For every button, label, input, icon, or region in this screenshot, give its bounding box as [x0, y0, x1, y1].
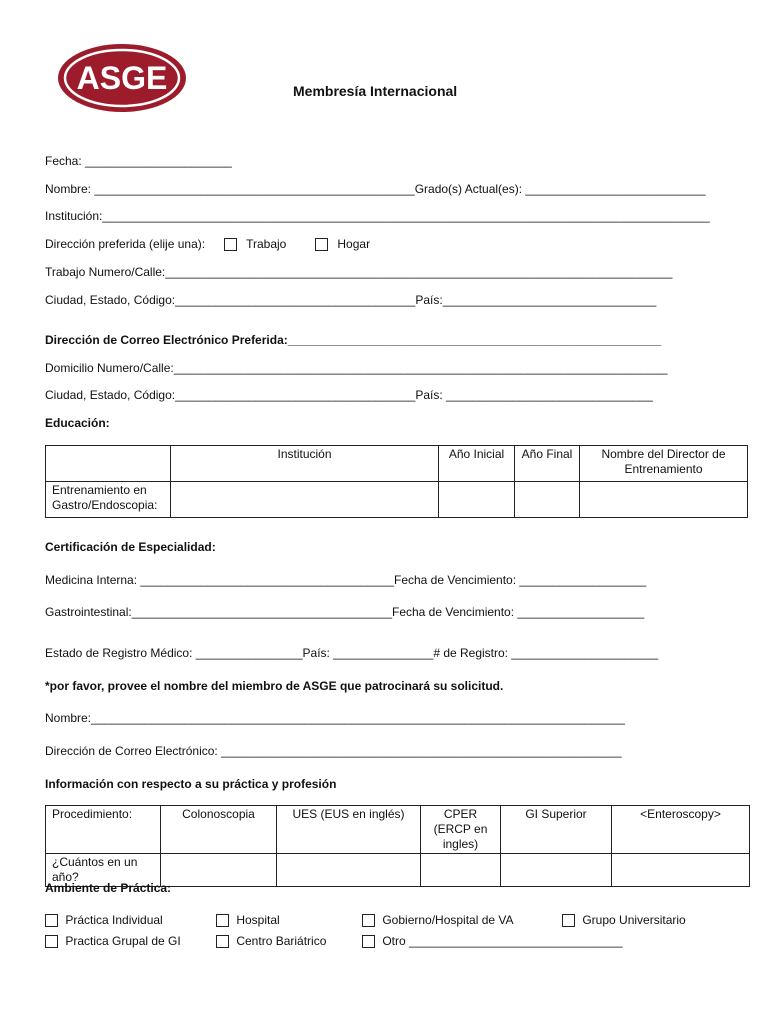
- prac-header-cper: CPER (ERCP en ingles): [421, 806, 501, 854]
- registro-medico-field[interactable]: Estado de Registro Médico: ________________País: _______________# de Registro: ______________________: [45, 646, 659, 660]
- ambiente-option[interactable]: [362, 913, 514, 927]
- centro-bariatrico-checkbox[interactable]: [216, 935, 229, 948]
- prac-cell-colonoscopia[interactable]: [161, 854, 277, 887]
- prac-cell-cper[interactable]: [421, 854, 501, 887]
- otro-checkbox[interactable]: [362, 935, 375, 948]
- prac-cell-gi-superior[interactable]: [501, 854, 612, 887]
- edu-header-institucion: Institución: [171, 446, 439, 482]
- hospital-label: Hospital: [236, 913, 280, 927]
- nombre-field[interactable]: Nombre: ________________________________________________Grado(s) Actual(es): ___________________________: [45, 182, 706, 196]
- prac-header-procedimiento: Procedimiento:: [46, 806, 161, 854]
- correo-preferida-field[interactable]: Dirección de Correo Electrónico Preferida:________________________________________________________: [45, 333, 662, 347]
- practica-individual-label: Práctica Individual: [65, 913, 163, 927]
- prac-header-enteroscopy: <Enteroscopy>: [612, 806, 750, 854]
- institucion-field[interactable]: Institución:___________________________________________________________________________________________: [45, 209, 710, 223]
- practica-grupal-label: Practica Grupal de GI: [65, 934, 181, 948]
- direccion-preferida-row: [45, 237, 370, 251]
- edu-cell-institucion[interactable]: [171, 482, 439, 518]
- trabajo-calle-field[interactable]: Trabajo Numero/Calle:____________________________________________________________________________: [45, 265, 673, 279]
- gobierno-checkbox[interactable]: [362, 914, 375, 927]
- trabajo-label: Trabajo: [246, 237, 287, 251]
- prac-cell-enteroscopy[interactable]: [612, 854, 750, 887]
- ciudad-field-2[interactable]: Ciudad, Estado, Código:____________________________________País: _______________________________: [45, 388, 653, 402]
- centro-bariatrico-label: Centro Bariátrico: [236, 934, 327, 948]
- trabajo-checkbox[interactable]: [224, 238, 237, 251]
- edu-header-ano-inicial: Año Inicial: [439, 446, 515, 482]
- prac-cell-ues[interactable]: [277, 854, 421, 887]
- ambiente-option[interactable]: [362, 934, 623, 948]
- edu-header-ano-final: Año Final: [515, 446, 580, 482]
- edu-row-label: Entrenamiento en Gastro/Endoscopia:: [46, 482, 171, 518]
- edu-cell-ano-inicial[interactable]: [439, 482, 515, 518]
- educacion-heading: Educación:: [45, 416, 110, 430]
- fecha-field[interactable]: Fecha: ______________________: [45, 154, 232, 168]
- direccion-label: Dirección preferida (elije una):: [45, 237, 206, 251]
- prac-header-gi-superior: GI Superior: [501, 806, 612, 854]
- edu-header-director: Nombre del Director de Entrenamiento: [580, 446, 748, 482]
- otro-label: Otro ________________________________: [382, 934, 623, 948]
- practica-individual-checkbox[interactable]: [45, 914, 58, 927]
- ambiente-option[interactable]: [216, 934, 326, 948]
- sponsor-nombre-field[interactable]: Nombre:________________________________________________________________________________: [45, 711, 625, 725]
- educacion-table: [45, 445, 748, 518]
- hogar-label: Hogar: [337, 237, 371, 251]
- page-title: Membresía Internacional: [293, 83, 458, 99]
- practica-table: [45, 805, 750, 887]
- hogar-checkbox[interactable]: [315, 238, 328, 251]
- practica-heading: Información con respecto a su práctica y profesión: [45, 777, 337, 791]
- ambiente-option[interactable]: [562, 913, 686, 927]
- prac-header-ues: UES (EUS en inglés): [277, 806, 421, 854]
- grupo-universitario-label: Grupo Universitario: [582, 913, 686, 927]
- edu-header-empty: [46, 446, 171, 482]
- asge-logo: [56, 42, 188, 114]
- grupo-universitario-checkbox[interactable]: [562, 914, 575, 927]
- edu-cell-ano-final[interactable]: [515, 482, 580, 518]
- ambiente-heading: Ambiente de Práctica:: [45, 881, 172, 895]
- ambiente-option[interactable]: [216, 913, 280, 927]
- patrocinio-heading: *por favor, provee el nombre del miembro de ASGE que patrocinará su solicitud.: [45, 679, 504, 693]
- hospital-checkbox[interactable]: [216, 914, 229, 927]
- prac-row-label: ¿Cuántos en un año?: [46, 854, 161, 887]
- certificacion-heading: Certificación de Especialidad:: [45, 540, 216, 554]
- ambiente-option[interactable]: [45, 913, 163, 927]
- logo-text: ASGE: [76, 60, 168, 96]
- practica-grupal-checkbox[interactable]: [45, 935, 58, 948]
- gobierno-label: Gobierno/Hospital de VA: [382, 913, 514, 927]
- ambiente-option[interactable]: [45, 934, 181, 948]
- domicilio-field[interactable]: Domicilio Numero/Calle:__________________________________________________________________________: [45, 361, 668, 375]
- gastrointestinal-field[interactable]: Gastrointestinal:_______________________________________Fecha de Vencimiento: ___________________: [45, 605, 645, 619]
- edu-cell-director[interactable]: [580, 482, 748, 518]
- prac-header-colonoscopia: Colonoscopia: [161, 806, 277, 854]
- sponsor-correo-field[interactable]: Dirección de Correo Electrónico: ____________________________________________________________: [45, 744, 622, 758]
- ciudad-field-1[interactable]: Ciudad, Estado, Código:____________________________________País:________________________________: [45, 293, 657, 307]
- medicina-interna-field[interactable]: Medicina Interna: ______________________________________Fecha de Vencimiento: ___________________: [45, 573, 647, 587]
